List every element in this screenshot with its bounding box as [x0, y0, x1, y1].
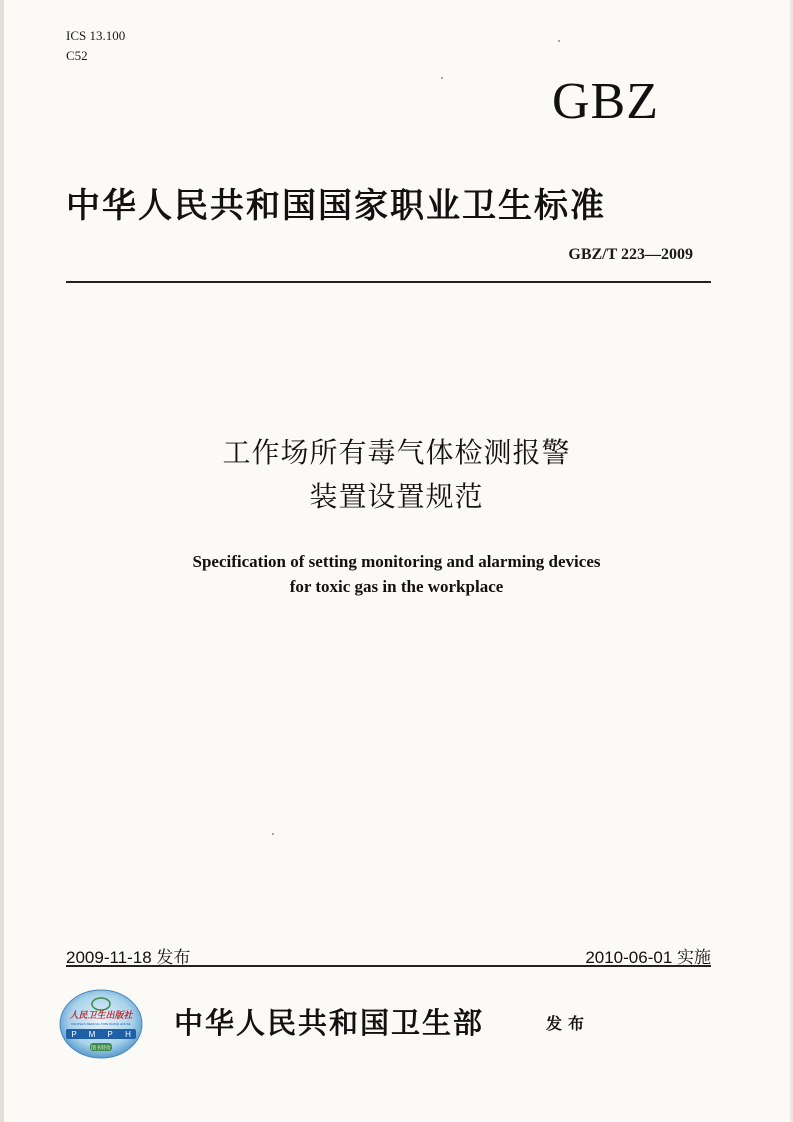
publisher-logo	[58, 988, 144, 1060]
scan-speck	[441, 77, 443, 79]
issue-date: 2009-11-18 发布	[66, 948, 191, 967]
publisher-name: 中华人民共和国卫生部	[174, 1006, 485, 1040]
publisher-logo-letter-m: M	[88, 1030, 96, 1039]
scan-speck	[558, 40, 560, 42]
publisher-logo-name-en: PEOPLE'S MEDICAL PUBLISHING HOUSE	[71, 1022, 131, 1026]
publisher-logo-name-cn: 人民卫生出版社	[69, 1011, 133, 1021]
title-cn-line1: 工作场所有毒气体检测报警	[222, 436, 571, 469]
implement-date: 2010-06-01 实施	[585, 948, 711, 967]
publisher-logo-tag: 图书特价	[90, 1045, 112, 1052]
gbz-logo: GBZ	[552, 73, 659, 130]
standard-category-title: 中华人民共和国国家职业卫生标准	[66, 186, 606, 226]
publisher-verb: 发布	[546, 1014, 591, 1033]
title-en-line2: for toxic gas in the workplace	[289, 577, 504, 596]
publisher-logo-letter-p1: P	[71, 1030, 77, 1039]
bottom-divider	[66, 965, 711, 967]
ics-code: ICS 13.100	[66, 28, 126, 43]
scan-speck	[272, 833, 274, 835]
title-en-line1: Specification of setting monitoring and alarming devices	[192, 552, 601, 571]
title-cn-line2: 装置设置规范	[309, 480, 484, 513]
ccs-code: C52	[66, 48, 88, 63]
top-divider	[66, 281, 711, 283]
publisher-logo-letter-p2: P	[107, 1030, 113, 1039]
publisher-logo-letter-h: H	[125, 1030, 131, 1039]
standard-number: GBZ/T 223—2009	[568, 246, 693, 263]
